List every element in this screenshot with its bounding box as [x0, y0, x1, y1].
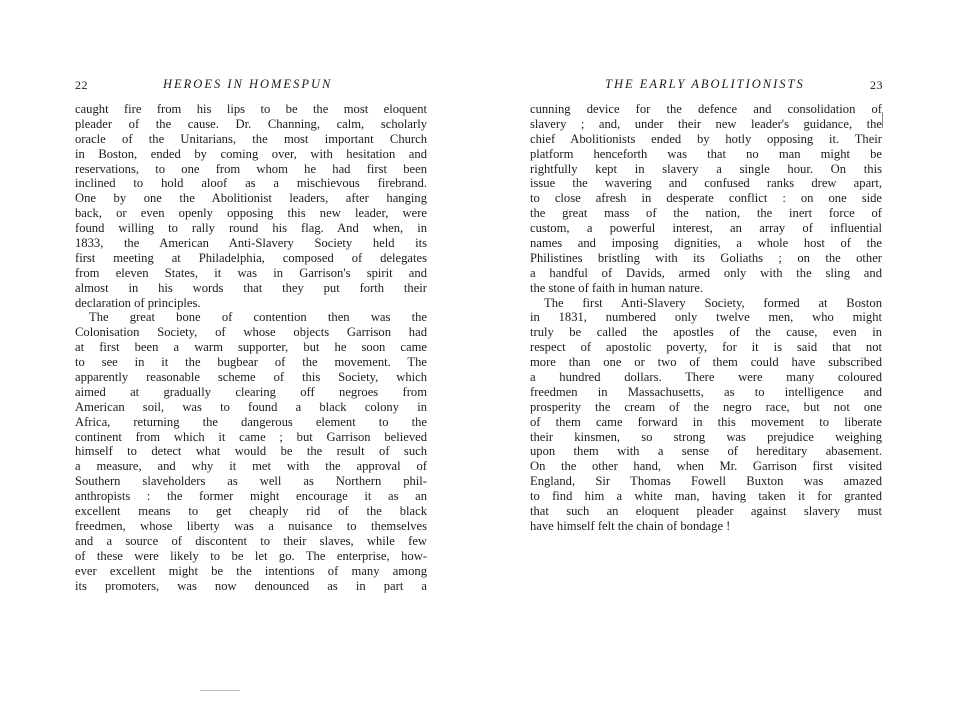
text-line: of them came forward in this movement to liberate — [530, 414, 882, 429]
text-line: a measure, and why it met with the approval of — [75, 459, 427, 474]
text-line: have himself felt the chain of bondage ! — [530, 518, 731, 533]
text-line: rightfully kept in slavery a single hour. On this — [530, 161, 882, 176]
text-line: first meeting at Philadelphia, composed of delegates — [75, 250, 427, 265]
text-line: cunning device for the defence and consolidation of — [530, 102, 882, 116]
page-number: 22 — [75, 78, 88, 92]
text-line: 1833, the American Anti-Slavery Society held its — [75, 236, 427, 251]
running-head: HEROES IN HOMESPUN — [163, 77, 333, 91]
text-line: continent from which it came ; but Garrison believed — [75, 429, 427, 444]
text-line: the great mass of the nation, the inert force of — [530, 206, 882, 221]
text-line: found willing to rally round his flag. And when, in — [75, 221, 427, 236]
body-text — [75, 102, 427, 593]
text-line: their kinsmen, so strong was prejudice weighing — [530, 429, 882, 444]
text-line: reservations, to one from whom he had first been — [75, 161, 427, 176]
text-line: almost in his words that they put forth their — [75, 280, 427, 295]
text-line: Colonisation Society, of whose objects Garrison had — [75, 325, 427, 340]
text-line: that such an eloquent pleader against slavery must — [530, 504, 882, 519]
text-line: chief Abolitionists ended by hotly opposing it. Their — [530, 131, 882, 146]
text-line: The first Anti-Slavery Society, formed at Boston — [544, 295, 882, 310]
text-line: prosperity the cream of the negro race, but not one — [530, 399, 882, 414]
running-head: THE EARLY ABOLITIONISTS — [605, 77, 805, 91]
text-line: from eleven States, it was in Garrison's spirit and — [75, 265, 427, 280]
text-line: back, or even openly opposing this new leader, were — [75, 206, 427, 221]
text-line: slavery ; and, under their new leader's guidance, the — [530, 116, 882, 131]
text-line: in 1831, numbered only twelve men, who might — [530, 310, 882, 325]
text-line: anthropists : the former might encourage it as an — [75, 489, 427, 504]
text-line: freedmen in Massachusetts, as to intelligence and — [530, 384, 882, 399]
text-line: pleader of the cause. Dr. Channing, calm, scholarly — [75, 116, 427, 131]
text-line: a handful of Davids, armed only with the sling and — [530, 265, 882, 280]
text-line: caught fire from his lips to be the most eloquent — [75, 102, 427, 116]
text-line: American soil, was to found a black colony in — [75, 399, 427, 414]
text-line: issue the wavering and confused ranks drew apart, — [530, 176, 882, 191]
text-line: a hundred dollars. There were many coloured — [530, 370, 882, 385]
text-line: the stone of faith in human nature. — [530, 280, 704, 295]
text-line: aimed at gradually clearing off negroes from — [75, 384, 427, 399]
page-number: 23 — [870, 78, 883, 92]
text-line: freedmen, whose liberty was a nuisance to themselves — [75, 518, 427, 533]
text-line: declaration of principles. — [75, 295, 201, 310]
right-page — [490, 0, 980, 723]
text-line: and a source of discontent to their slaves, while few — [75, 533, 427, 548]
text-line: Philistines bristling with its Goliaths ; on the other — [530, 250, 882, 265]
text-line: custom, a powerful interest, an array of influential — [530, 221, 882, 236]
text-line: to close afresh in desperate conflict : on one side — [530, 191, 882, 206]
text-line: more than one or two of them could have subscribed — [530, 355, 882, 370]
text-line: One by one the Abolitionist leaders, after hanging — [75, 191, 427, 206]
text-line: names and imposing dignities, a whole host of the — [530, 236, 882, 251]
text-line: Southern slaveholders as well as Northern phil- — [75, 474, 427, 489]
text-line: inclined to hold aloof as a mischievous firebrand. — [75, 176, 427, 191]
text-line: oracle of the Unitarians, the most important Church — [75, 131, 427, 146]
text-line: On the other hand, when Mr. Garrison first visited — [530, 459, 882, 474]
body-text — [530, 102, 882, 534]
text-line: at first been a warm supporter, but he soon came — [75, 340, 427, 355]
text-line: apparently reasonable scheme of this Society, which — [75, 370, 427, 385]
text-line: truly be called the apostles of the cause, even in — [530, 325, 882, 340]
text-line: to find him a white man, having taken it for granted — [530, 489, 882, 504]
text-line: The great bone of contention then was the — [89, 310, 427, 325]
text-line: respect of apostolic poverty, for it is said that not — [530, 340, 882, 355]
print-speck — [200, 690, 240, 691]
print-speck — [882, 112, 883, 128]
text-line: ever excellent might be the intentions of many among — [75, 563, 427, 578]
text-line: in Boston, ended by coming over, with hesitation and — [75, 146, 427, 161]
text-line: excellent means to get cheaply rid of the black — [75, 504, 427, 519]
text-line: England, Sir Thomas Fowell Buxton was amazed — [530, 474, 882, 489]
text-line: himself to detect what would be the result of such — [75, 444, 427, 459]
text-line: of these were likely to be let go. The enterprise, how- — [75, 548, 427, 563]
text-line: platform henceforth was that no man might be — [530, 146, 882, 161]
text-line: upon them with a sense of hereditary abasement. — [530, 444, 882, 459]
text-line: Africa, returning the dangerous element to the — [75, 414, 427, 429]
text-line: to see in it the bugbear of the movement. The — [75, 355, 427, 370]
text-line: its promoters, was now denounced as in part a — [75, 578, 427, 593]
